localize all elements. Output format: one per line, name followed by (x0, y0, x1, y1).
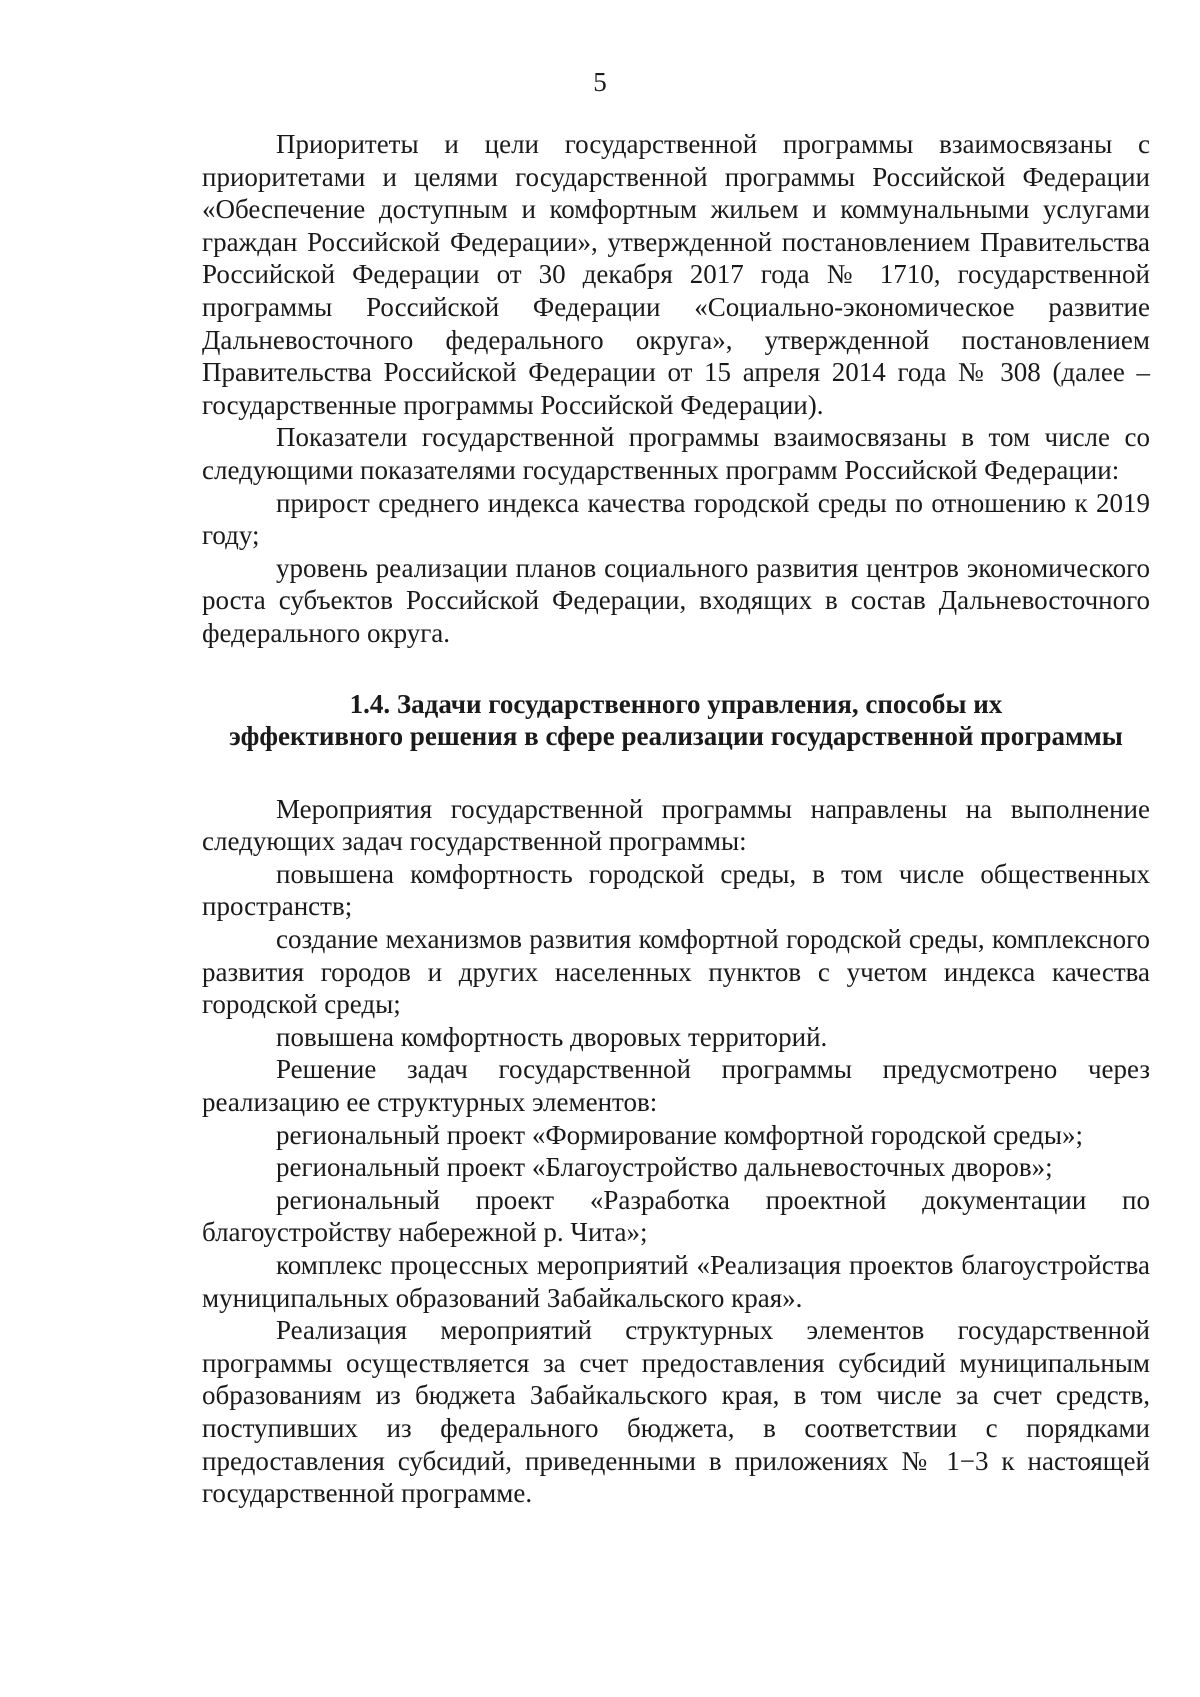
section-heading-line-1: 1.4. Задачи государственного управления, способы их (349, 688, 1003, 719)
paragraph-tasks-intro: Мероприятия государственной программы направлены на выполнение следующих задач государственной программы: (202, 793, 1150, 857)
paragraph-task-yards: повышена комфортность дворовых территорий. (276, 1021, 828, 1052)
paragraph-project-urban-environment: региональный проект «Формирование комфортной городской среды»; (276, 1119, 1083, 1150)
page-number: 5 (593, 67, 607, 97)
paragraph-project-chita-embankment: региональный проект «Разработка проектной документации по благоустройству набережной р. Чита»; (202, 1184, 1150, 1248)
paragraph-indicator-quality-index: прирост среднего индекса качества городской среды по отношению к 2019 году; (202, 487, 1150, 551)
paragraph-priorities: Приоритеты и цели государственной программы взаимосвязаны с приоритетами и целями государственной программы Российской Федерации «Обеспечение доступным и комфортным жильем и коммунальными услугами граждан Российской Федерации», утвержденной постановлением Правительства Российской Федерации от 30 декабря 2017 года № 1710, государственной программы Российской Федерации «Социально-экономическое развитие Дальневосточного федерального округа», утвержденной постановлением Правительства Российской Федерации от 15 апреля 2014 года № 308 (далее – государственные программы Российской Федерации). (202, 129, 1150, 420)
section-heading-line-2: эффективного решения в сфере реализации государственной программы (229, 721, 1123, 752)
paragraph-indicator-development-plans: уровень реализации планов социального развития центров экономического роста субъектов Российской Федерации, входящих в состав Дальневосточного федерального округа. (202, 552, 1150, 648)
paragraph-subsidies: Реализация мероприятий структурных элементов государственной программы осуществляется за счет предоставления субсидий муниципальным образованиям из бюджета Забайкальского края, в том числе за счет средств, поступивших из федерального бюджета, в соответствии с порядками предоставления субсидий, приведенными в приложениях № 1−3 к настоящей государственной программе. (202, 1315, 1150, 1509)
paragraph-task-mechanisms: создание механизмов развития комфортной городской среды, комплексного развития городов и других населенных пунктов с учетом индекса качества городской среды; (202, 924, 1150, 1020)
document-body (202, 128, 1150, 1510)
section-heading (202, 688, 1150, 753)
paragraph-process-activities: комплекс процессных мероприятий «Реализация проектов благоустройства муниципальных образований Забайкальского края». (202, 1250, 1150, 1313)
paragraph-indicators: Показатели государственной программы взаимосвязаны в том числе со следующими показателями государственных программ Российской Федерации: (202, 422, 1150, 485)
paragraph-project-far-east-yards: региональный проект «Благоустройство дальневосточных дворов»; (276, 1152, 1053, 1183)
paragraph-structural-elements: Решение задач государственной программы предусмотрено через реализацию ее структурных элементов: (202, 1054, 1150, 1118)
paragraph-task-urban-comfort: повышена комфортность городской среды, в том числе общественных пространств; (202, 858, 1150, 922)
